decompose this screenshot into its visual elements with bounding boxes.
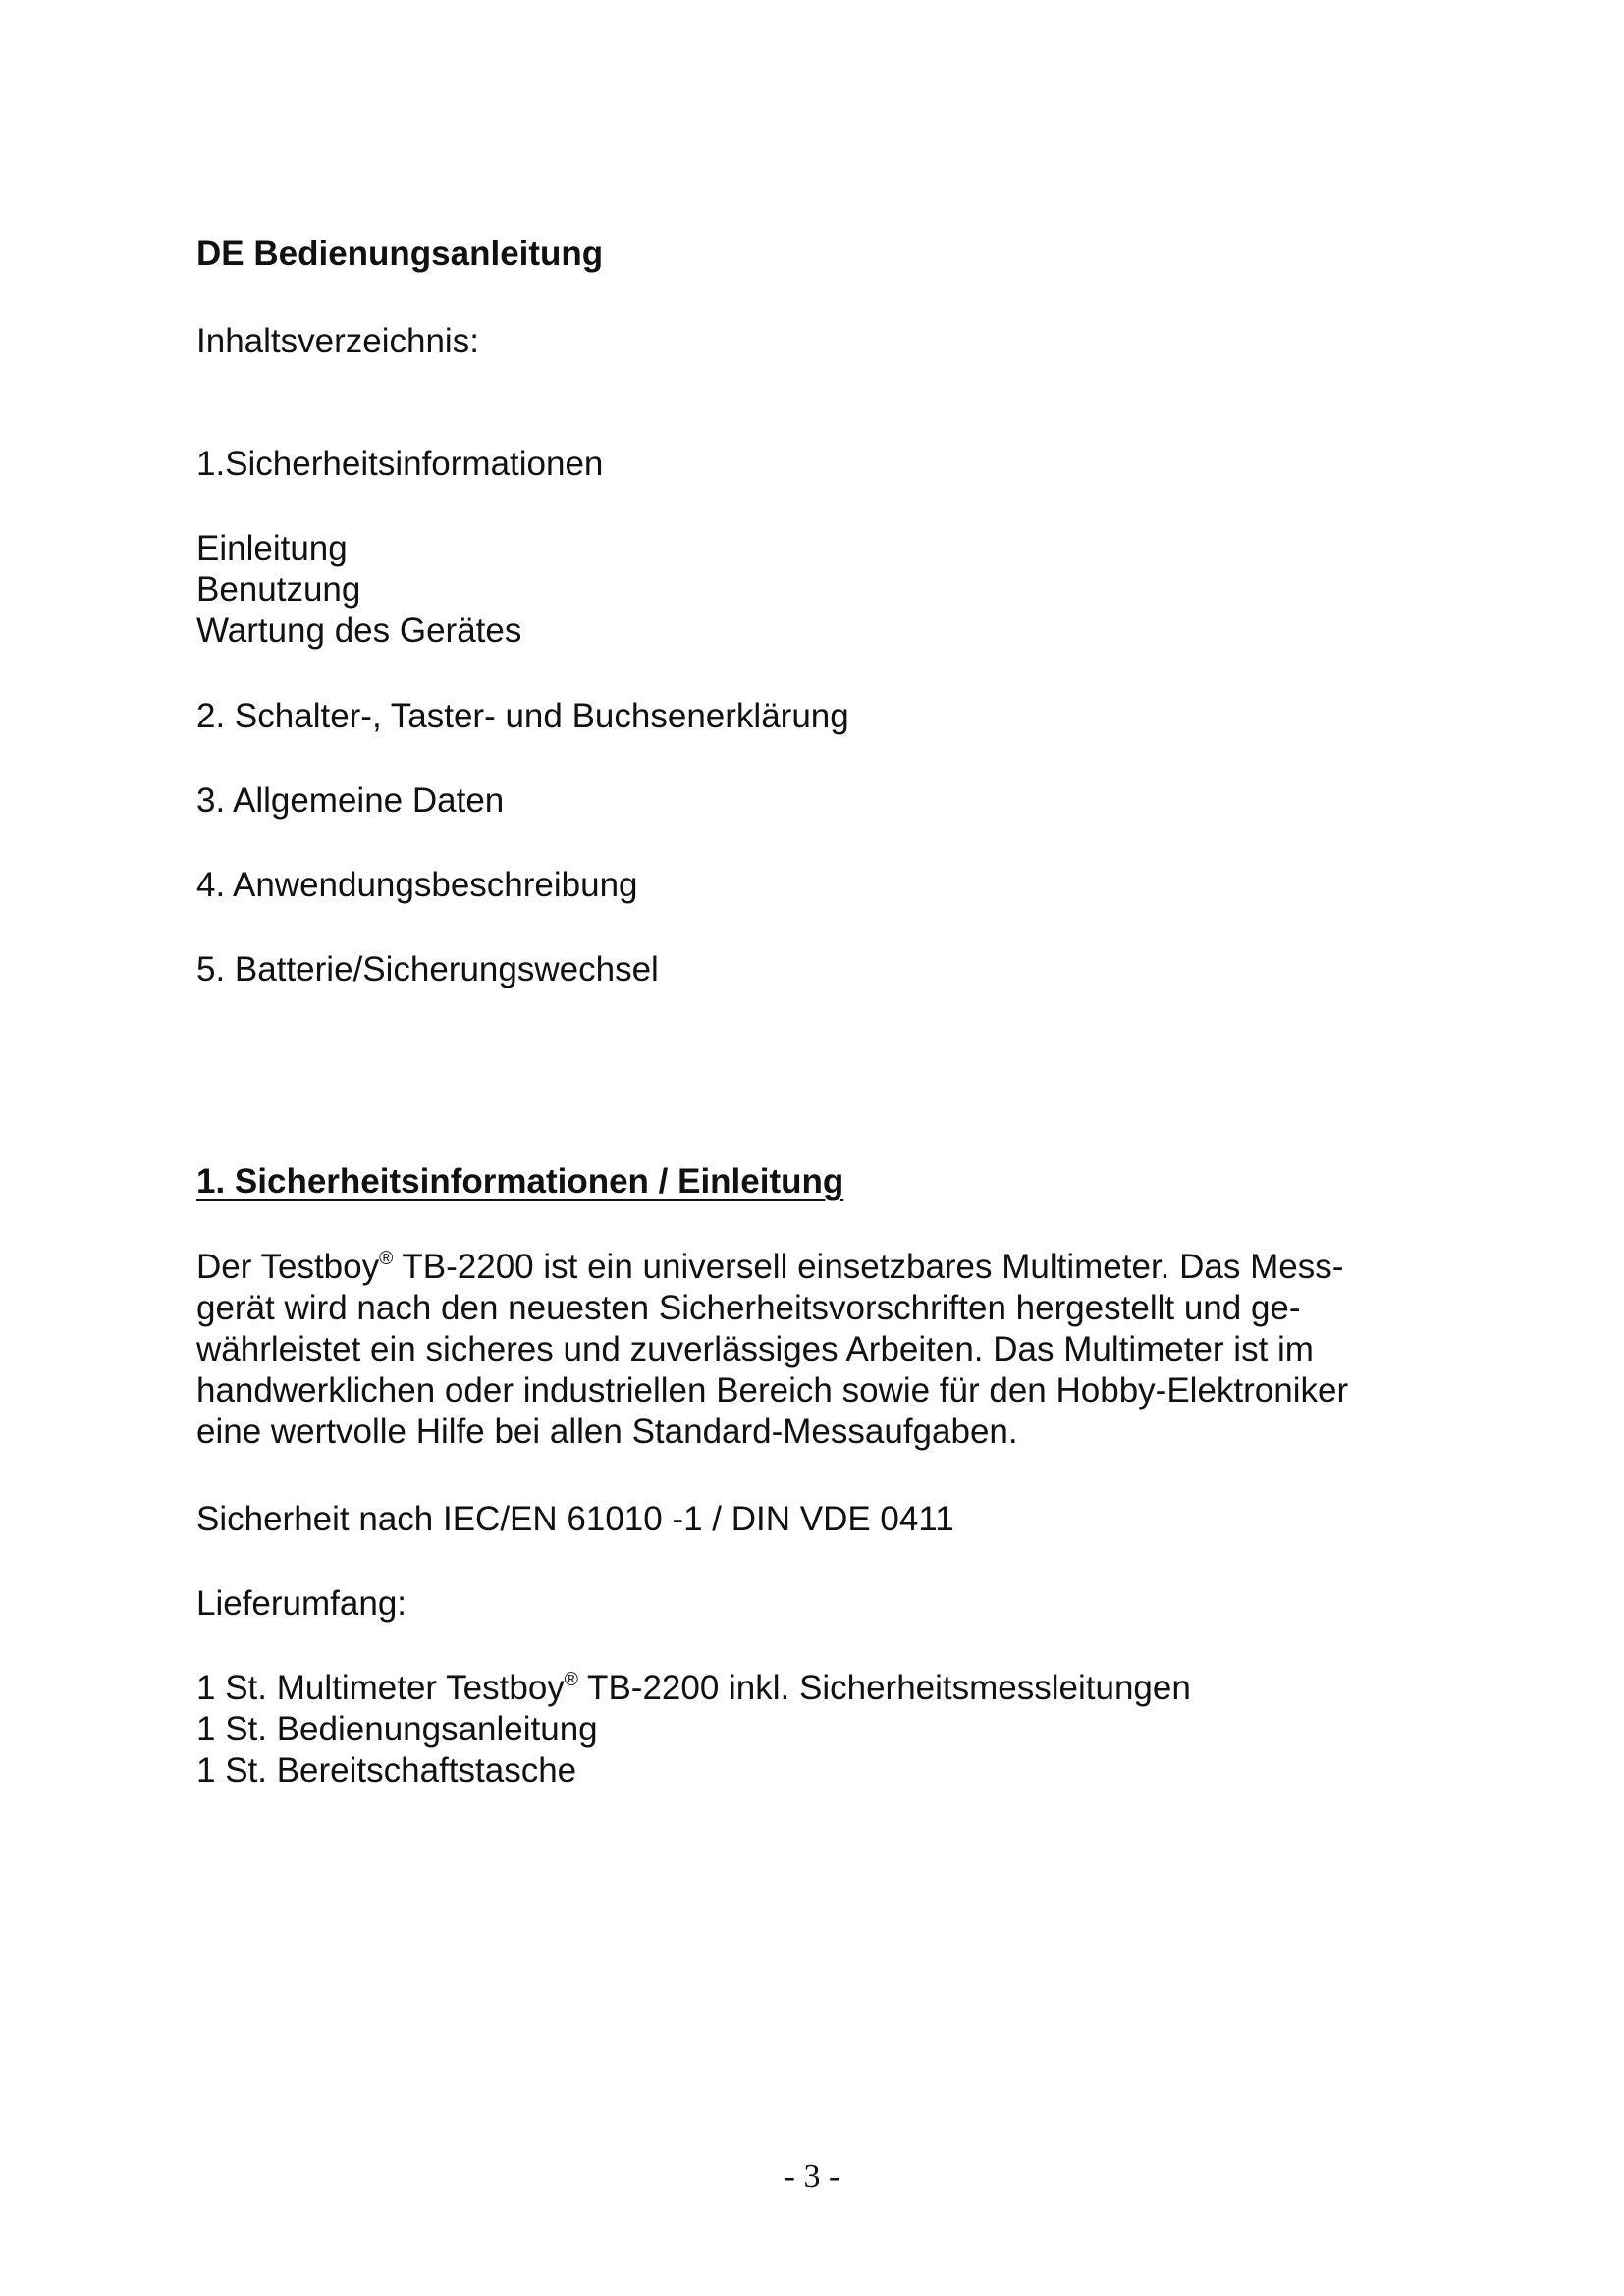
delivery-item-1-end: TB-2200 inkl. Sicherheitsmessleitungen [577, 1669, 1191, 1707]
toc-item-2: 2. Schalter-, Taster- und Buchsenerklärung [196, 697, 849, 735]
delivery-item-1-start: 1 St. Multimeter Testboy [196, 1669, 565, 1707]
registered-mark: ® [379, 1249, 394, 1270]
toc-subitem-einleitung: Einleitung [196, 529, 348, 567]
toc-item-4: 4. Anwendungsbeschreibung [196, 866, 638, 904]
safety-standard-text: Sicherheit nach IEC/EN 61010 -1 / DIN VDE 0411 [196, 1500, 954, 1538]
page-number: - 3 - [784, 2159, 840, 2195]
intro-line-4: handwerklichen oder industriellen Bereich sowie für den Hobby-Elektroniker [196, 1371, 1349, 1410]
intro-line-1 [196, 1247, 1348, 1288]
toc-subitems [196, 528, 521, 652]
intro-line-2: gerät wird nach den neuesten Sicherheitsvorschriften hergestellt und ge- [196, 1289, 1301, 1327]
delivery-item-bag: 1 St. Bereitschaftstasche [196, 1751, 577, 1789]
intro-line-1-end: TB-2200 ist ein universell einsetzbares Multimeter. Das Mess- [393, 1248, 1344, 1286]
toc-item-3: 3. Allgemeine Daten [196, 781, 505, 820]
section-1-heading: 1. Sicherheitsinformationen / Einleitung [196, 1162, 844, 1201]
intro-line-3: währleistet ein sicheres und zuverlässiges Arbeiten. Das Multimeter ist im [196, 1330, 1314, 1368]
toc-item-5: 5. Batterie/Sicherungswechsel [196, 950, 659, 988]
toc-subitem-benutzung: Benutzung [196, 570, 361, 609]
toc-label: Inhaltsverzeichnis: [196, 322, 479, 360]
toc-subitem-wartung: Wartung des Gerätes [196, 612, 522, 650]
delivery-list [196, 1668, 1191, 1791]
intro-line-1-start: Der Testboy [196, 1248, 380, 1286]
intro-line-5: eine wertvolle Hilfe bei allen Standard-Messaufgaben. [196, 1413, 1018, 1451]
document-title: DE Bedienungsanleitung [196, 235, 604, 273]
registered-mark: ® [564, 1670, 578, 1691]
section-1-intro-paragraph [196, 1247, 1348, 1453]
delivery-item-multimeter [196, 1668, 1191, 1709]
delivery-label: Lieferumfang: [196, 1584, 407, 1623]
delivery-item-manual: 1 St. Bedienungsanleitung [196, 1710, 598, 1748]
toc-item-1: 1.Sicherheitsinformationen [196, 445, 604, 483]
